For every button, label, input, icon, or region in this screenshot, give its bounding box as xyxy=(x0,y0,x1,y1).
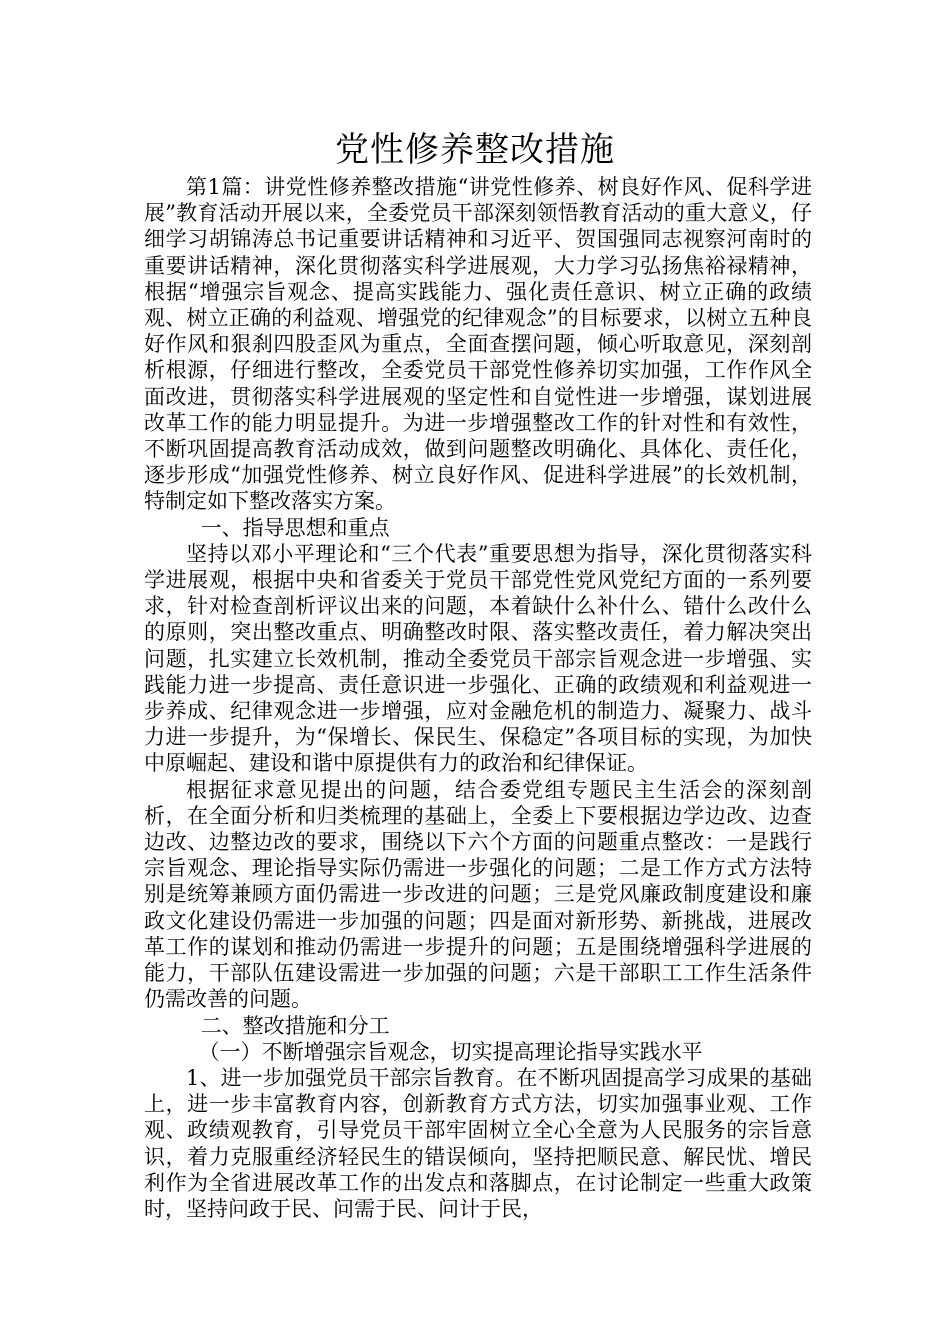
paragraph-six-problems: 根据征求意见提出的问题，结合委党组专题民主生活会的深刻剖析，在全面分析和归类梳理的基础上，全委上下要根据边学边改、边查边改、边整边改的要求，围绕以下六个方面的问题重点整改：一是践行宗旨观念、理论指导实际仍需进一步强化的问题；二是工作方式方法特别是统筹兼顾方面仍需进一步改进的问题；三是党风廉政制度建设和廉政文化建设仍需进一步加强的问题；四是面对新形势、新挑战，进展改革工作的谋划和推动仍需进一步提升的问题；五是围绕增强科学进展的能力，干部队伍建设需进一步加强的问题；六是干部职工工作生活条件仍需改善的问题。 xyxy=(144,777,812,1012)
document-title: 党性修养整改措施 xyxy=(335,130,615,170)
paragraph-measure-1: 1、进一步加强党员干部宗旨教育。在不断巩固提高学习成果的基础上，进一步丰富教育内容，创新教育方式方法，切实加强事业观、工作观、政绩观教育，引导党员干部牢固树立全心全意为人民服务的宗旨意识，着力克服重经济轻民生的错误倾向，坚持把顺民意、解民忧、增民利作为全省进展改革工作的出发点和落脚点，在讨论制定一些重大政策时，坚持问政于民、问需于民、问计于民， xyxy=(144,1065,812,1221)
section-heading-measures: 二、整改措施和分工 xyxy=(200,1013,390,1038)
paragraph-intro: 第1篇：讲党性修养整改措施“讲党性修养、树良好作风、促科学进展”教育活动开展以来，全委党员干部深刻领悟教育活动的重大意义，仔细学习胡锦涛总书记重要讲话精神和习近平、贺国强同志视察河南时的重要讲话精神，深化贯彻落实科学进展观，大力学习弘扬焦裕禄精神，根据“增强宗旨观念、提高实践能力、强化责任意识、树立正确的政绩观、树立正确的利益观、增强党的纪律观念”的目标要求，以树立五种良好作风和狠刹四股歪风为重点，全面查摆问题，倾心听取意见，深刻剖析根源，仔细进行整改，全委党员干部党性修养切实加强，工作作风全面改进，贯彻落实科学进展观的坚定性和自觉性进一步增强，谋划进展改革工作的能力明显提升。为进一步增强整改工作的针对性和有效性，不断巩固提高教育活动成效，做到问题整改明确化、具体化、责任化，逐步形成“加强党性修养、树立良好作风、促进科学进展”的长效机制，特制定如下整改落实方案。 xyxy=(144,175,812,514)
subsection-heading-purpose: （一）不断增强宗旨观念，切实提高理论指导实践水平 xyxy=(198,1039,703,1064)
paragraph-guiding-ideology: 坚持以邓小平理论和“三个代表”重要思想为指导，深化贯彻落实科学进展观，根据中央和省委关于党员干部党性党风党纪方面的一系列要求，针对检查剖析评议出来的问题，本着缺什么补什么、错什么改什么的原则，突出整改重点、明确整改时限、落实整改责任，着力解决突出问题，扎实建立长效机制，推动全委党员干部宗旨观念进一步增强、实践能力进一步提高、责任意识进一步强化、正确的政绩观和利益观进一步养成、纪律观念进一步增强，应对金融危机的制造力、凝聚力、战斗力进一步提升，为“保增长、保民生、保稳定”各项目标的实现，为加快中原崛起、建设和谐中原提供有力的政治和纪律保证。 xyxy=(144,541,812,776)
document-body xyxy=(144,174,812,1222)
section-heading-guiding-ideology: 一、指导思想和重点 xyxy=(200,515,390,540)
